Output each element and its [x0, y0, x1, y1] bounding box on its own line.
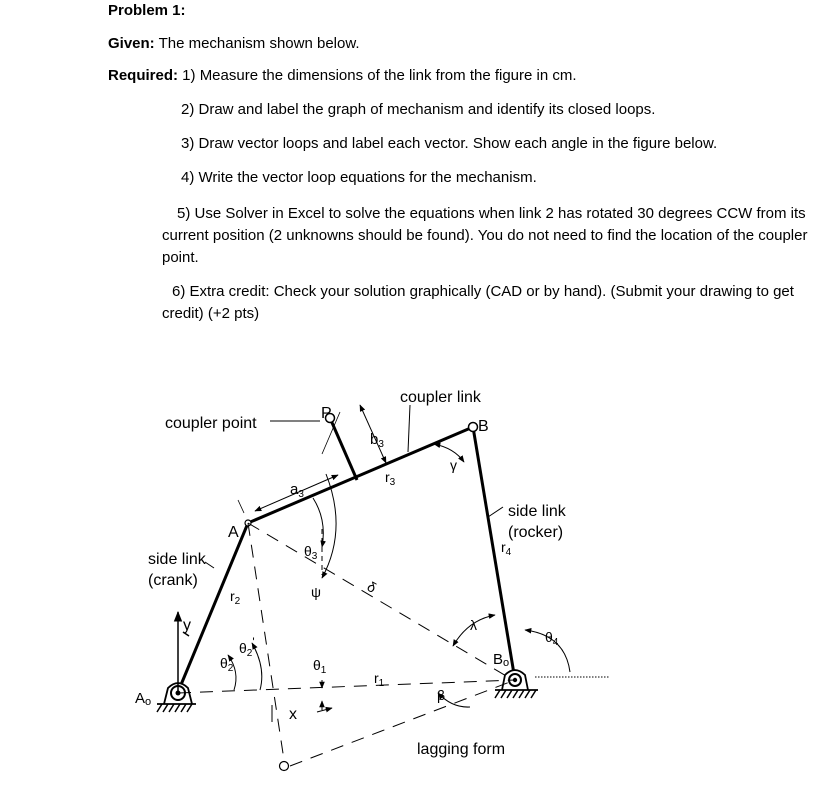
problem-title: Problem 1:: [108, 2, 186, 19]
pin-B: [469, 423, 478, 432]
given-line: Given: The mechanism shown below.: [108, 35, 360, 52]
label-theta1: $\theta_1$: [313, 657, 327, 676]
link-r2: [178, 523, 248, 692]
label-coupler-point: coupler point: [165, 415, 257, 432]
label-theta2-prime: $\theta_2'$: [239, 635, 255, 659]
label-a3: $a_3$: [290, 481, 304, 500]
label-lambda: λ: [470, 617, 477, 633]
label-side-link-crank-2: (crank): [148, 572, 198, 589]
required-item-3: 3) Draw vector loops and label each vector. Show each angle in the figure below.: [181, 135, 718, 152]
label-side-link-rocker-2: (rocker): [508, 524, 564, 541]
link-coupler-arm: [330, 418, 357, 480]
label-gamma: γ: [450, 457, 457, 473]
label-A: A: [228, 524, 239, 541]
label-r4: $r_4$: [501, 539, 512, 558]
label-x: x: [289, 706, 297, 723]
label-psi: ψ: [311, 584, 321, 600]
label-theta3: $\theta_3$: [304, 543, 318, 562]
label-r1: $r_1$: [374, 670, 385, 689]
label-theta2: $\theta_2$: [220, 655, 234, 674]
required-item-5: 5) Use Solver in Excel to solve the equations when link 2 has rotated 30 degrees CCW from its current position (2 unknowns should be found). You do not need to find the location of the coupler point.: [162, 205, 808, 266]
label-delta: δ: [364, 578, 380, 596]
required-line: Required: 1) Measure the dimensions of the link from the figure in cm.: [108, 67, 577, 84]
link-r3: [248, 427, 473, 523]
label-B: B: [478, 418, 489, 435]
required-item-2: 2) Draw and label the graph of mechanism and identify its closed loops.: [181, 101, 656, 118]
required-item-4: 4) Write the vector loop equations for the mechanism.: [181, 169, 537, 186]
label-r3: $r_3$: [385, 469, 396, 488]
ground-A0: [157, 683, 196, 712]
label-A0: Ao: [135, 690, 152, 708]
required-item-6: 6) Extra credit: Check your solution graphically (CAD or by hand). (Submit your drawing to get credit) (+2 pts): [162, 283, 794, 322]
label-b3: $b_3$: [370, 431, 384, 450]
label-side-link-rocker-1: side link: [508, 503, 566, 520]
label-lagging-form: lagging form: [417, 741, 506, 758]
label-r2: $r_2$: [230, 588, 241, 607]
label-theta4: $\theta_4$: [545, 629, 559, 648]
label-P: P: [321, 405, 332, 422]
ground-B0: [495, 670, 610, 698]
label-y: y: [183, 617, 191, 634]
label-B0: Bo: [493, 651, 510, 669]
label-side-link-crank-1: side link: [148, 551, 206, 568]
label-beta: β: [437, 687, 446, 703]
label-coupler-link: coupler link: [400, 389, 481, 406]
